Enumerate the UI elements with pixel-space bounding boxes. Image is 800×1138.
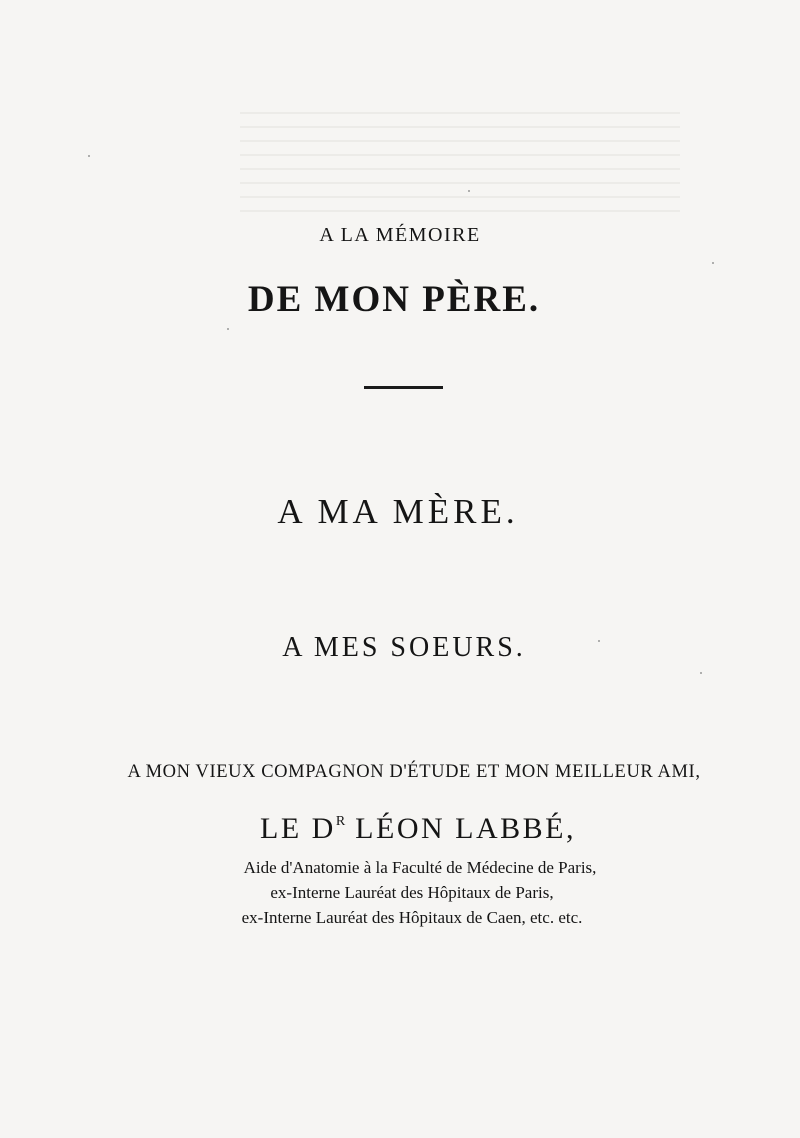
- friend-title-2: ex-Interne Lauréat des Hôpitaux de Paris,: [270, 883, 554, 902]
- paper-speck: [88, 155, 90, 157]
- dedication-line-memory: A LA MÉMOIRE: [319, 224, 481, 246]
- paper-speck: [598, 640, 600, 642]
- paper-speck: [712, 262, 714, 264]
- dedication-line-sisters: A MES SOEURS.: [282, 632, 526, 663]
- dedication-line-friend: A MON VIEUX COMPAGNON D'ÉTUDE ET MON MEILLEUR AMI,: [127, 762, 701, 782]
- friend-name-superscript: R: [335, 814, 346, 829]
- bleed-through-texture: [240, 100, 680, 240]
- friend-name: [18, 812, 800, 846]
- dedication-line-mother: A MA MÈRE.: [277, 492, 519, 531]
- friend-name-prefix: LE D: [260, 812, 336, 845]
- friend-title-1: Aide d'Anatomie à la Faculté de Médecine de Paris,: [243, 858, 597, 877]
- paper-speck: [227, 328, 229, 330]
- friend-title-3: ex-Interne Lauréat des Hôpitaux de Caen, etc. etc.: [241, 908, 583, 927]
- friend-name-rest: LÉON LABBÉ,: [345, 812, 576, 845]
- paper-speck: [700, 672, 702, 674]
- dedication-line-father: DE MON PÈRE.: [247, 279, 541, 320]
- paper-speck: [468, 190, 470, 192]
- divider-rule: [364, 386, 443, 389]
